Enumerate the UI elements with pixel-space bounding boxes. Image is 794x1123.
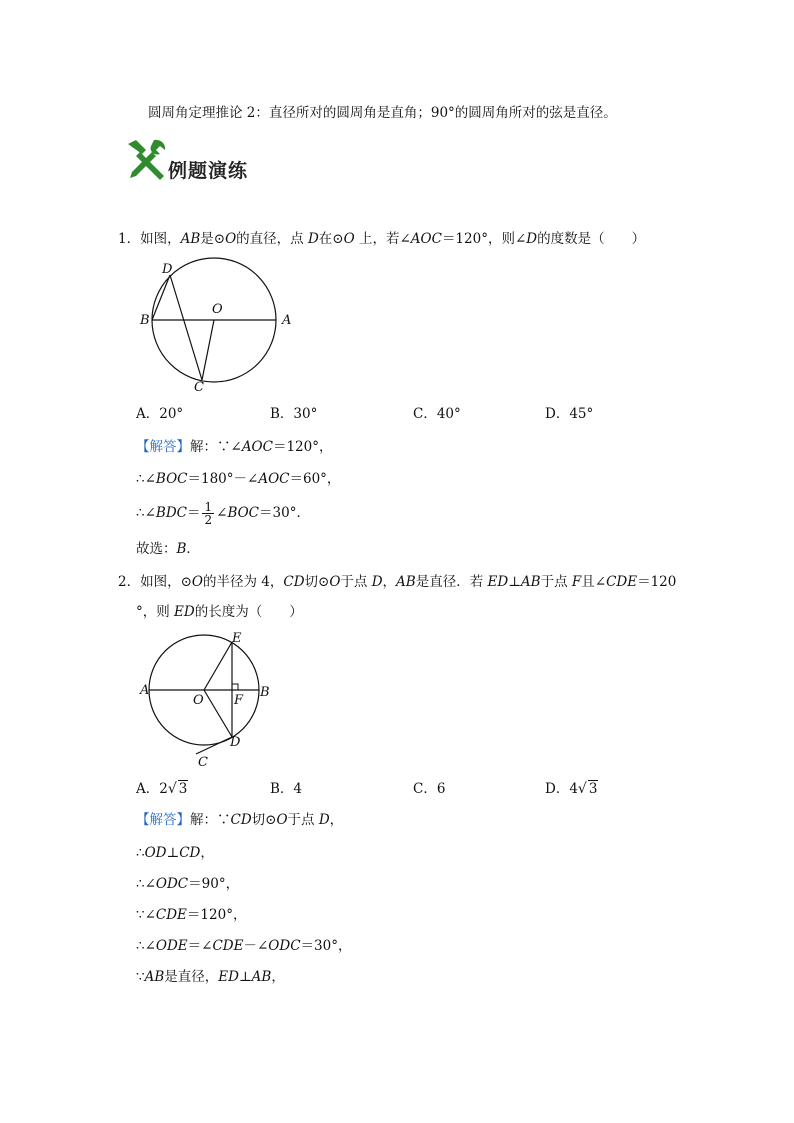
- q1-circle-figure: [136, 258, 306, 398]
- q2-option-a: A．2√ 3: [136, 781, 188, 797]
- q2-solution-line-4: ∵∠CDE＝120°，: [136, 907, 247, 923]
- q1-label-c: C: [194, 380, 204, 395]
- q2-label-f: F: [234, 693, 244, 708]
- q1-radius-oc: [202, 320, 214, 380]
- q2-solution-line-1: 【解答】解：∵CD切⊙O于点 D，: [136, 812, 344, 828]
- q2-segment-oe: [204, 642, 232, 690]
- q1-option-d: D．45°: [545, 406, 594, 422]
- q1-label-b: B: [140, 313, 150, 328]
- q2-solution-line-2: ∴OD⊥CD，: [136, 845, 214, 861]
- tools-icon: [124, 138, 170, 180]
- q1-solution-line-2: ∴∠BOC＝180°－∠AOC＝60°，: [136, 471, 341, 487]
- q2-label-c: C: [198, 755, 208, 770]
- q1-label-a: A: [282, 313, 292, 328]
- q1-solution-line-3: ∴∠BDC＝ $\frac{1}{2}$ ∠BOC＝30°．: [136, 500, 310, 527]
- q1-label-o: O: [212, 302, 223, 317]
- q1-solution-line-4: 故选：B．: [136, 541, 200, 557]
- q2-option-d: D．4√ 3: [545, 781, 598, 797]
- q2-label-b: B: [260, 685, 270, 700]
- q2-option-c: C．6: [413, 781, 446, 797]
- q1-chord-dc: [170, 275, 202, 380]
- q2-option-b: B．4: [270, 781, 303, 797]
- q2-label-a: A: [140, 683, 150, 698]
- q2-label-d: D: [230, 735, 241, 750]
- q2-solution-line-6: ∵AB是直径，ED⊥AB，: [136, 969, 285, 985]
- q1-option-b: B．30°: [270, 406, 318, 422]
- q2-label-e: E: [232, 631, 242, 646]
- q2-solution-line-5: ∴∠ODE＝∠CDE－∠ODC＝30°，: [136, 938, 352, 954]
- q2-radius-od: [204, 690, 232, 737]
- q2-stem-line-2: °，则 ED的长度为（ ）: [136, 604, 303, 620]
- q1-chord-db: [152, 275, 170, 320]
- q2-stem-line-1: 2．如图，⊙O的半径为 4，CD切⊙O于点 D，AB是直径．若 ED⊥AB于点 F且∠CDE＝120: [118, 574, 677, 590]
- q2-solution-line-3: ∴∠ODC＝90°，: [136, 876, 240, 892]
- q2-right-angle-mark: [232, 684, 238, 690]
- q1-stem: 1．如图，AB是⊙O的直径，点 D在⊙O 上，若∠AOC＝120°，则∠D的度数是（ ）: [118, 231, 646, 247]
- q2-circle-figure: [136, 628, 296, 768]
- q1-option-a: A．20°: [136, 406, 184, 422]
- q1-option-c: C．40°: [413, 406, 461, 422]
- q1-solution-line-1: 【解答】解：∵∠AOC＝120°，: [136, 439, 333, 455]
- top-note: 圆周角定理推论 2：直径所对的圆周角是直角；90°的圆周角所对的弦是直径。: [148, 105, 617, 121]
- q1-fraction: $\frac{1}{2}$: [204, 500, 213, 527]
- q1-label-d: D: [162, 262, 173, 277]
- section-title: 例题演练: [168, 160, 249, 182]
- q2-label-o: O: [193, 693, 204, 708]
